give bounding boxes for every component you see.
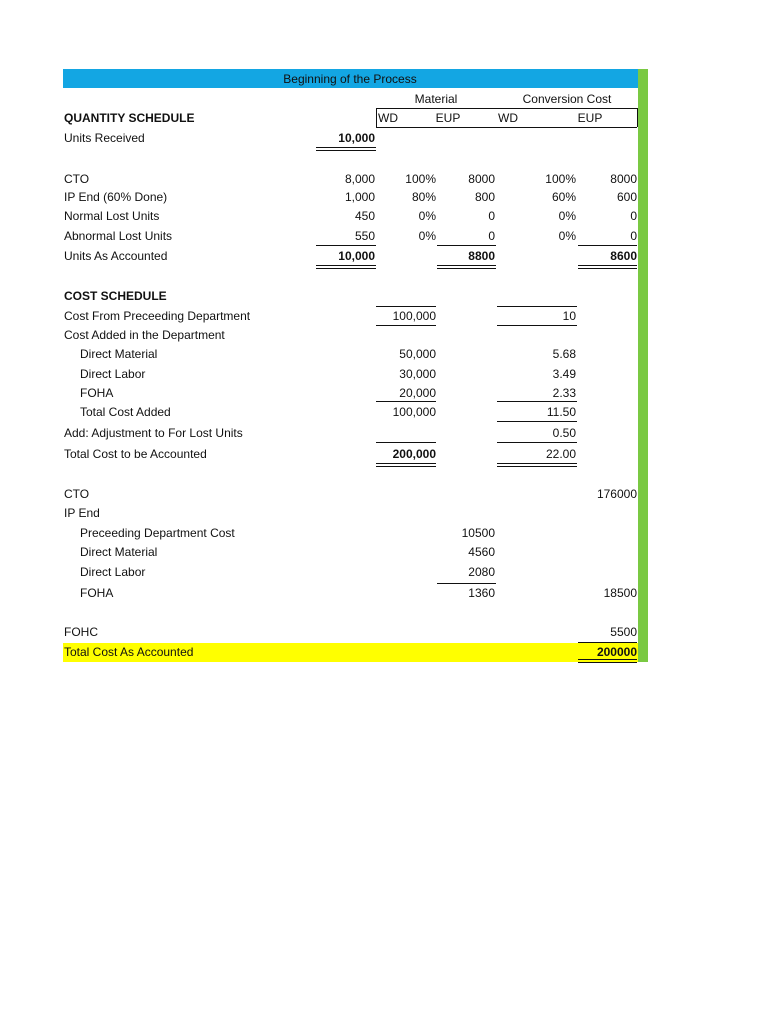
ip-item-value: 10500 — [461, 526, 495, 540]
qty-row-cc-pct: 100% — [545, 172, 576, 186]
ip-item-label: Direct Material — [80, 545, 158, 559]
qty-row-mat-pct: 0% — [418, 209, 436, 223]
final-total-double-rule — [578, 659, 637, 663]
units-received-double-rule — [316, 147, 376, 151]
header-rule — [376, 108, 637, 109]
qty-row-wd: 550 — [354, 229, 375, 243]
qty-row-mat-pct: 80% — [411, 190, 436, 204]
quantity-schedule-title: QUANTITY SCHEDULE — [64, 111, 195, 125]
qty-row-mat-eup: 0 — [488, 209, 495, 223]
cost-item-label: Direct Labor — [80, 367, 146, 381]
header-divider-right — [637, 108, 638, 127]
material-wd-header: WD — [378, 111, 398, 125]
preceding-unit-bottom-rule — [497, 325, 577, 326]
adjustment-label: Add: Adjustment to For Lost Units — [64, 426, 243, 440]
total-added-value: 100,000 — [392, 405, 436, 419]
cc-wd-header: WD — [498, 111, 518, 125]
units-accounted-cc-eup: 8600 — [610, 249, 637, 263]
units-received-label: Units Received — [64, 131, 145, 145]
qty-row-cc-pct: 0% — [558, 229, 576, 243]
total-added-unit: 11.50 — [546, 405, 576, 419]
qty-row-mat-pct: 100% — [405, 172, 436, 186]
qty-row-mat-eup: 8000 — [468, 172, 495, 186]
cost-item-total: 20,000 — [399, 386, 436, 400]
qty-row-cc-pct: 0% — [558, 209, 576, 223]
ip-end-label: IP End — [64, 506, 100, 520]
total-added-unit-rule — [497, 421, 577, 422]
ip-item-label: Preceeding Department Cost — [80, 526, 235, 540]
cc-total-double-rule — [578, 265, 637, 269]
qty-row-cc-eup: 600 — [616, 190, 637, 204]
to-be-accounted-unit: 22.00 — [545, 447, 576, 461]
cto-value: 176000 — [596, 487, 637, 501]
ip-item-value: 2080 — [468, 565, 495, 579]
qty-row-mat-pct: 0% — [418, 229, 436, 243]
qty-row-cc-eup: 0 — [630, 209, 637, 223]
fohc-value: 5500 — [610, 625, 637, 639]
pre-total-rule — [376, 442, 436, 443]
cc-eup-sum-rule — [578, 245, 637, 246]
qty-row-wd: 450 — [354, 209, 375, 223]
units-received-value: 10,000 — [338, 131, 375, 145]
qty-row-wd: 8,000 — [344, 172, 375, 186]
qty-row-label: Normal Lost Units — [64, 209, 160, 223]
preceding-unit: 10 — [562, 309, 576, 323]
final-total-rule — [578, 642, 637, 643]
mat-total-double-rule — [437, 265, 496, 269]
qty-row-mat-eup: 0 — [488, 229, 495, 243]
total-added-label: Total Cost Added — [80, 405, 171, 419]
cost-item-label: FOHA — [80, 386, 114, 400]
material-header: Material — [414, 92, 458, 106]
cost-item-label: Direct Material — [80, 347, 158, 361]
ip-total-value: 18500 — [603, 586, 637, 600]
cost-item-unit: 2.33 — [552, 386, 576, 400]
total-accounted-label: Total Cost As Accounted — [64, 645, 194, 659]
material-eup-header: EUP — [435, 111, 461, 125]
qty-row-mat-eup: 800 — [474, 190, 495, 204]
cto-label: CTO — [64, 487, 90, 501]
qty-row-label: Abnormal Lost Units — [64, 229, 173, 243]
pre-total-unit-rule — [497, 442, 577, 443]
cost-item-unit: 5.68 — [552, 347, 576, 361]
units-accounted-label: Units As Accounted — [64, 249, 168, 263]
ip-item-value: 1360 — [468, 586, 495, 600]
to-be-accounted-double-rule — [376, 463, 436, 467]
wd-total-double-rule — [316, 265, 376, 269]
qty-row-cc-eup: 0 — [630, 229, 637, 243]
banner-title: Beginning of the Process — [283, 72, 417, 86]
qty-row-label: CTO — [64, 172, 90, 186]
cost-schedule-title: COST SCHEDULE — [64, 289, 167, 303]
conversion-cost-header: Conversion Cost — [522, 92, 612, 106]
to-be-accounted-label: Total Cost to be Accounted — [64, 447, 207, 461]
ip-items-rule — [437, 583, 496, 584]
cost-items-sum-rule — [376, 401, 436, 402]
preceding-top-rule — [376, 306, 436, 307]
green-border-bar — [638, 69, 648, 662]
mat-eup-sum-rule — [437, 245, 496, 246]
qty-row-cc-pct: 60% — [551, 190, 576, 204]
units-accounted-wd: 10,000 — [338, 249, 375, 263]
adjustment-unit: 0.50 — [552, 426, 576, 440]
preceding-total: 100,000 — [392, 309, 436, 323]
qty-row-label: IP End (60% Done) — [64, 190, 168, 204]
ip-item-label: Direct Labor — [80, 565, 146, 579]
ip-item-value: 4560 — [468, 545, 495, 559]
fohc-label: FOHC — [64, 625, 98, 639]
cost-item-total: 30,000 — [399, 367, 436, 381]
wd-sum-rule — [316, 245, 376, 246]
cost-items-unit-sum-rule — [497, 401, 577, 402]
cc-eup-header: EUP — [577, 111, 603, 125]
qty-row-cc-eup: 8000 — [610, 172, 637, 186]
header-bottom-rule — [376, 127, 637, 128]
cost-item-unit: 3.49 — [552, 367, 576, 381]
ip-item-label: FOHA — [80, 586, 114, 600]
preceding-unit-top-rule — [497, 306, 577, 307]
preceding-label: Cost From Preceeding Department — [64, 309, 251, 323]
qty-row-wd: 1,000 — [344, 190, 375, 204]
total-accounted-value: 200000 — [596, 645, 637, 659]
cost-item-total: 50,000 — [399, 347, 436, 361]
cost-added-label: Cost Added in the Department — [64, 328, 225, 342]
units-accounted-mat-eup: 8800 — [468, 249, 495, 263]
to-be-accounted-total: 200,000 — [392, 447, 436, 461]
preceding-bottom-rule — [376, 325, 436, 326]
to-be-accounted-unit-double-rule — [497, 463, 577, 467]
